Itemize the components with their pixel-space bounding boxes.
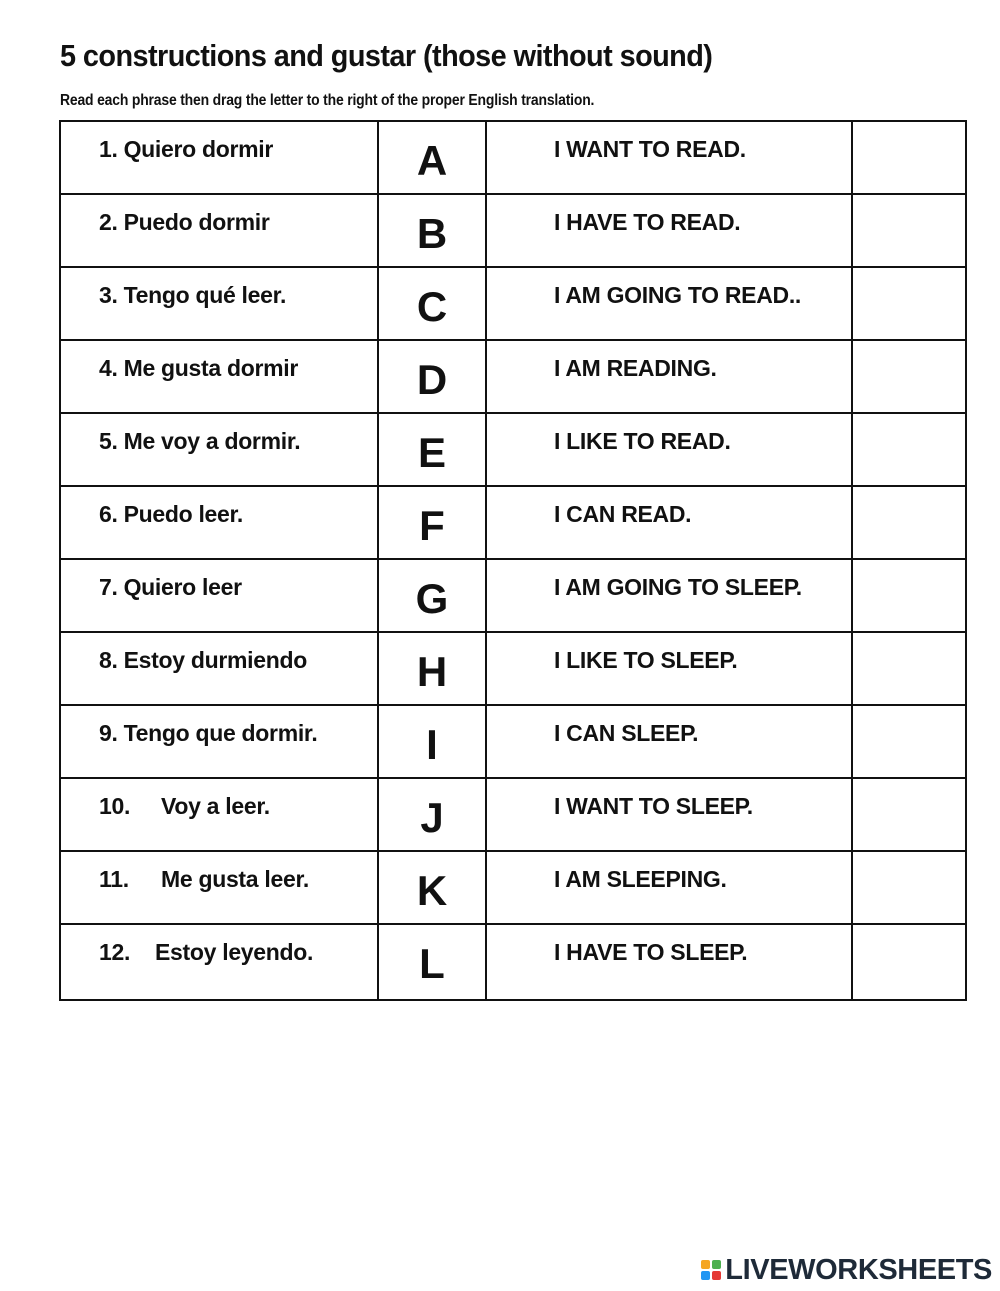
translation-cell [486, 413, 852, 486]
brand-text: LIVEWORKSHEETS [725, 1253, 992, 1286]
drag-letter[interactable]: G [415, 575, 449, 622]
translation-cell [486, 486, 852, 559]
letter-cell [378, 924, 486, 1000]
table-row [60, 267, 966, 340]
item-number: 10. [99, 793, 131, 819]
spanish-phrase: Tengo qué leer. [123, 282, 287, 308]
liveworksheets-logo [701, 1252, 992, 1288]
english-translation: I CAN SLEEP. [554, 720, 699, 746]
translation-cell [486, 121, 852, 194]
phrase-cell [60, 413, 378, 486]
drag-letter[interactable]: J [420, 794, 444, 841]
table-row [60, 413, 966, 486]
translation-cell [486, 194, 852, 267]
table-row [60, 194, 966, 267]
drop-target[interactable] [853, 414, 965, 485]
spanish-phrase: Quiero leer [123, 574, 242, 600]
letter-cell [378, 121, 486, 194]
worksheet-title: 5 constructions and gustar (those without sound) [60, 38, 713, 73]
drop-target[interactable] [853, 633, 965, 704]
drop-target[interactable] [853, 122, 965, 193]
drop-target[interactable] [853, 560, 965, 631]
table-row [60, 340, 966, 413]
brand-logo-icon [701, 1260, 721, 1280]
item-number: 5. [99, 428, 118, 454]
letter-cell [378, 632, 486, 705]
phrase-cell [60, 194, 378, 267]
item-number: 9. [99, 720, 118, 746]
spanish-phrase: Voy a leer. [161, 793, 270, 819]
phrase-cell [60, 121, 378, 194]
logo-square [701, 1271, 710, 1280]
item-number: 8. [99, 647, 118, 673]
spanish-phrase: Me gusta dormir [123, 355, 299, 381]
worksheet-instructions: Read each phrase then drag the letter to the right of the proper English translation. [60, 92, 595, 109]
logo-square [712, 1260, 721, 1269]
translation-cell [486, 705, 852, 778]
phrase-cell [60, 559, 378, 632]
drag-letter[interactable]: I [426, 721, 438, 768]
matching-table [59, 120, 967, 1001]
item-number: 11. [99, 866, 129, 892]
english-translation: I HAVE TO READ. [554, 209, 741, 235]
answer-cell[interactable] [852, 851, 966, 924]
english-translation: I WANT TO SLEEP. [554, 793, 753, 819]
english-translation: I AM SLEEPING. [554, 866, 727, 892]
phrase-cell [60, 486, 378, 559]
answer-cell[interactable] [852, 705, 966, 778]
item-number: 12. [99, 939, 131, 965]
translation-cell [486, 340, 852, 413]
answer-cell[interactable] [852, 340, 966, 413]
drag-letter[interactable]: L [419, 940, 445, 987]
table-row [60, 632, 966, 705]
drag-letter[interactable]: F [419, 502, 445, 549]
answer-cell[interactable] [852, 632, 966, 705]
english-translation: I CAN READ. [554, 501, 692, 527]
drop-target[interactable] [853, 341, 965, 412]
answer-cell[interactable] [852, 778, 966, 851]
spanish-phrase: Puedo leer. [123, 501, 244, 527]
drag-letter[interactable]: E [417, 429, 446, 476]
item-number: 1. [99, 136, 118, 162]
english-translation: I HAVE TO SLEEP. [554, 939, 748, 965]
phrase-cell [60, 340, 378, 413]
letter-cell [378, 267, 486, 340]
drag-letter[interactable]: A [416, 137, 448, 184]
phrase-cell [60, 267, 378, 340]
drop-target[interactable] [853, 852, 965, 923]
spanish-phrase: Estoy leyendo. [155, 939, 314, 965]
drag-letter[interactable]: D [416, 356, 448, 403]
spanish-phrase: Puedo dormir [123, 209, 270, 235]
phrase-cell [60, 924, 378, 1000]
item-number: 6. [99, 501, 118, 527]
drop-target[interactable] [853, 779, 965, 850]
english-translation: I AM GOING TO READ.. [554, 282, 802, 308]
phrase-cell [60, 778, 378, 851]
table-row [60, 851, 966, 924]
letter-cell [378, 705, 486, 778]
drop-target[interactable] [853, 487, 965, 558]
spanish-phrase: Me gusta leer. [161, 866, 309, 892]
english-translation: I AM GOING TO SLEEP. [554, 574, 802, 600]
translation-cell [486, 778, 852, 851]
letter-cell [378, 194, 486, 267]
item-number: 4. [99, 355, 118, 381]
item-number: 3. [99, 282, 118, 308]
spanish-phrase: Me voy a dormir. [123, 428, 301, 454]
table-row [60, 486, 966, 559]
spanish-phrase: Estoy durmiendo [123, 647, 307, 673]
phrase-cell [60, 851, 378, 924]
letter-cell [378, 851, 486, 924]
table-row [60, 121, 966, 194]
phrase-cell [60, 632, 378, 705]
translation-cell [486, 267, 852, 340]
drag-letter[interactable]: H [416, 648, 448, 695]
drop-target[interactable] [853, 195, 965, 266]
letter-cell [378, 559, 486, 632]
drop-target[interactable] [853, 706, 965, 777]
answer-cell[interactable] [852, 194, 966, 267]
drop-target[interactable] [853, 268, 965, 339]
table-row [60, 559, 966, 632]
table-row [60, 924, 966, 1000]
english-translation: I WANT TO READ. [554, 136, 746, 162]
answer-cell[interactable] [852, 924, 966, 1000]
translation-cell [486, 559, 852, 632]
table-row [60, 705, 966, 778]
drag-letter[interactable]: C [416, 283, 448, 330]
drop-target[interactable] [853, 925, 965, 999]
letter-cell [378, 486, 486, 559]
logo-square [701, 1260, 710, 1269]
translation-cell [486, 632, 852, 705]
translation-cell [486, 924, 852, 1000]
translation-cell [486, 851, 852, 924]
phrase-cell [60, 705, 378, 778]
answer-cell[interactable] [852, 267, 966, 340]
drag-letter[interactable]: B [416, 210, 448, 257]
logo-square [712, 1271, 721, 1280]
table-row [60, 778, 966, 851]
spanish-phrase: Tengo que dormir. [123, 720, 318, 746]
item-number: 7. [99, 574, 118, 600]
english-translation: I LIKE TO SLEEP. [554, 647, 738, 673]
item-number: 2. [99, 209, 118, 235]
drag-letter[interactable]: K [416, 867, 448, 914]
answer-cell[interactable] [852, 121, 966, 194]
letter-cell [378, 340, 486, 413]
answer-cell[interactable] [852, 413, 966, 486]
letter-cell [378, 778, 486, 851]
english-translation: I AM READING. [554, 355, 717, 381]
spanish-phrase: Quiero dormir [123, 136, 274, 162]
answer-cell[interactable] [852, 486, 966, 559]
answer-cell[interactable] [852, 559, 966, 632]
english-translation: I LIKE TO READ. [554, 428, 731, 454]
letter-cell [378, 413, 486, 486]
